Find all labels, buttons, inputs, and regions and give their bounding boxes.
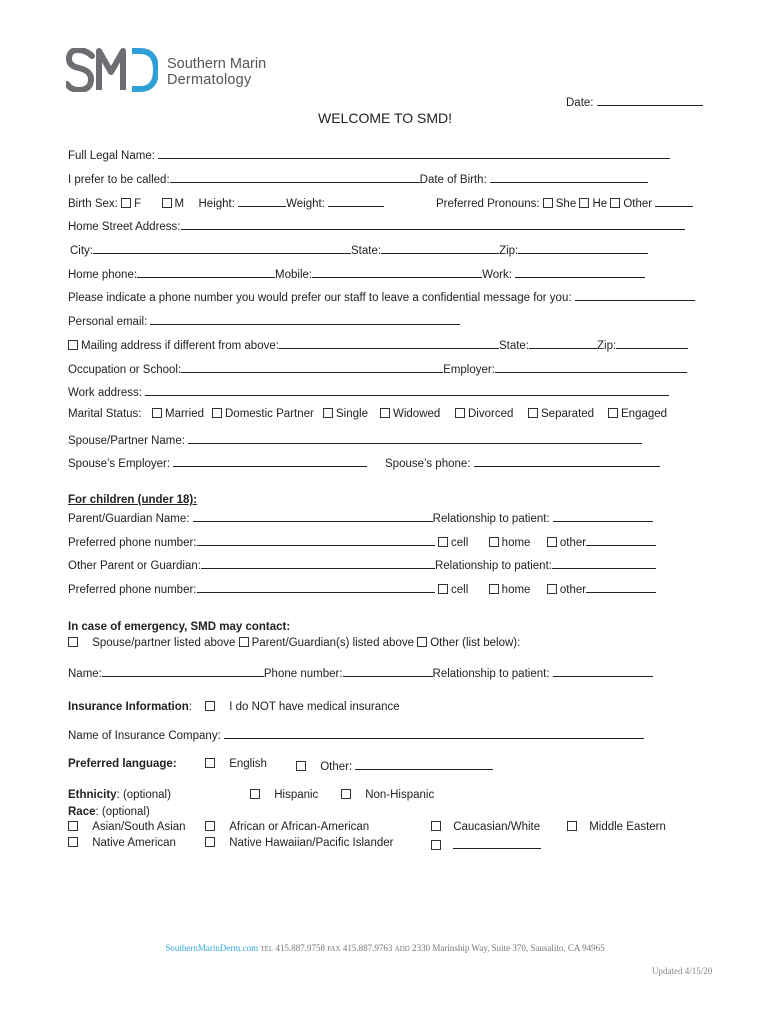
spouse-phone-group: [385, 455, 660, 470]
prefer-called-row: [68, 171, 648, 186]
occupation-row: [68, 361, 687, 376]
guardian-phone-input[interactable]: [197, 534, 435, 546]
other-parent-cell-label: cell: [451, 584, 469, 596]
brand-name-line2: Dermatology: [167, 72, 252, 88]
full-legal-name-input[interactable]: [158, 147, 670, 159]
work-phone-input[interactable]: [515, 266, 645, 278]
separated-label: Separated: [541, 408, 595, 420]
guardian-home-checkbox[interactable]: [489, 537, 499, 547]
middle-eastern-checkbox[interactable]: [567, 821, 577, 831]
emergency-phone-input[interactable]: [343, 665, 433, 677]
work-address-label: Work address:: [68, 387, 142, 399]
guardian-name-row: [68, 510, 653, 525]
emergency-name-input[interactable]: [102, 665, 264, 677]
personal-email-label: Personal email:: [68, 316, 148, 328]
personal-email-input[interactable]: [150, 313, 460, 325]
phones-row: [68, 266, 645, 281]
asian-label: Asian/South Asian: [92, 821, 186, 833]
pronoun-she-label: She: [555, 198, 577, 210]
insurance-row: [68, 701, 192, 713]
emergency-parent-checkbox[interactable]: [239, 637, 249, 647]
confidential-input[interactable]: [575, 289, 695, 301]
prefer-called-input[interactable]: [170, 171, 420, 183]
pronouns-group: [436, 195, 693, 210]
single-label: Single: [336, 408, 368, 420]
mailing-zip-label: Zip:: [597, 340, 617, 352]
confidential-row: [68, 289, 695, 304]
other-parent-cell-checkbox[interactable]: [438, 584, 448, 594]
pronouns-label: Preferred Pronouns:: [436, 198, 540, 210]
race-african-option: [205, 821, 369, 833]
no-insurance-option: [205, 701, 400, 713]
race-asian-option: [68, 821, 186, 833]
english-checkbox[interactable]: [205, 758, 215, 768]
mailing-input[interactable]: [279, 337, 499, 349]
native-american-checkbox[interactable]: [68, 837, 78, 847]
marital-domestic[interactable]: [212, 408, 314, 420]
zip-input[interactable]: [518, 242, 648, 254]
race-other-checkbox[interactable]: [431, 840, 441, 850]
footer-tel: 415.887.9758: [275, 943, 325, 953]
emergency-parent-label: Parent/Guardian(s) listed above: [251, 637, 414, 649]
african-label: African or African-American: [229, 821, 370, 833]
marital-divorced[interactable]: [455, 408, 513, 420]
marital-single[interactable]: [323, 408, 368, 420]
marital-married[interactable]: [152, 408, 204, 420]
no-insurance-checkbox[interactable]: [205, 701, 215, 711]
guardian-relationship-label: Relationship to patient:: [432, 513, 550, 525]
other-parent-phone-row: [68, 581, 435, 596]
race-middle-eastern-option: [567, 821, 666, 833]
marital-widowed[interactable]: [380, 408, 440, 420]
hispanic-option: [250, 789, 318, 801]
weight-label: Weight:: [286, 198, 325, 210]
emergency-spouse-label: Spouse/partner listed above: [92, 637, 236, 649]
full-legal-name-row: [68, 147, 670, 162]
date-input-line[interactable]: [597, 94, 703, 106]
spouse-employer-input[interactable]: [173, 455, 367, 467]
pacific-label: Native Hawaiian/Pacific Islander: [229, 837, 394, 849]
emergency-other-label: Other (list below):: [430, 637, 521, 649]
non-hispanic-checkbox[interactable]: [341, 789, 351, 799]
spouse-phone-label: Spouse’s phone:: [385, 458, 471, 470]
guardian-other-checkbox[interactable]: [547, 537, 557, 547]
no-insurance-label: I do NOT have medical insurance: [229, 701, 400, 713]
race-other-option: [431, 837, 541, 852]
guardian-name-label: Parent/Guardian Name:: [68, 513, 190, 525]
emergency-options: [68, 637, 520, 649]
emergency-other-checkbox[interactable]: [417, 637, 427, 647]
pronoun-she-checkbox[interactable]: [543, 198, 553, 208]
native-american-label: Native American: [92, 837, 176, 849]
pronoun-other-input[interactable]: [655, 195, 693, 207]
caucasian-checkbox[interactable]: [431, 821, 441, 831]
date-label: Date:: [566, 97, 594, 109]
race-heading: Race: [68, 806, 96, 818]
other-parent-home-label: home: [501, 584, 531, 596]
occupation-label: Occupation or School:: [68, 364, 182, 376]
pronoun-he-checkbox[interactable]: [579, 198, 589, 208]
other-parent-row: [68, 557, 656, 572]
pacific-checkbox[interactable]: [205, 837, 215, 847]
separated-checkbox[interactable]: [528, 408, 538, 418]
home-phone-input[interactable]: [137, 266, 275, 278]
confidential-label: Please indicate a phone number you would prefer our staff to leave a confidential message for you:: [68, 292, 572, 304]
race-pacific-option: [205, 837, 393, 849]
footer-website-link[interactable]: SouthernMarinDerm.com: [165, 943, 259, 953]
guardian-cell-checkbox[interactable]: [438, 537, 448, 547]
smd-logo-mark: [66, 48, 158, 92]
ethnicity-heading: Ethnicity: [68, 789, 117, 801]
mailing-label: Mailing address if different from above:: [81, 340, 279, 352]
city-input[interactable]: [93, 242, 351, 254]
guardian-other-input[interactable]: [586, 534, 656, 546]
hispanic-label: Hispanic: [274, 789, 319, 801]
spouse-employer-label: Spouse’s Employer:: [68, 458, 171, 470]
birth-sex-row: [68, 195, 384, 210]
sex-m-label: M: [174, 198, 185, 210]
other-parent-other-checkbox[interactable]: [547, 584, 557, 594]
footer-address: 2330 Marinship Way, Suite 370, Sausalito, CA 94965: [412, 943, 605, 953]
home-street-label: Home Street Address:: [68, 221, 181, 233]
widowed-checkbox[interactable]: [380, 408, 390, 418]
spouse-phone-input[interactable]: [474, 455, 660, 467]
language-other-input[interactable]: [355, 758, 493, 770]
insurance-company-input[interactable]: [224, 727, 644, 739]
mobile-label: Mobile:: [275, 269, 313, 281]
other-parent-home-checkbox[interactable]: [489, 584, 499, 594]
race-other-input[interactable]: [453, 837, 541, 849]
other-parent-input[interactable]: [201, 557, 435, 569]
insurance-company-label: Name of Insurance Company:: [68, 730, 221, 742]
mailing-checkbox[interactable]: [68, 340, 78, 350]
emergency-heading: In case of emergency, SMD may contact:: [68, 621, 291, 633]
domestic-checkbox[interactable]: [212, 408, 222, 418]
other-parent-phone-types: [438, 581, 656, 596]
guardian-relationship-input[interactable]: [553, 510, 653, 522]
guardian-cell-label: cell: [451, 537, 469, 549]
sex-f-label: F: [134, 198, 142, 210]
other-parent-phone-label: Preferred phone number:: [68, 584, 197, 596]
emergency-phone-label: Phone number:: [263, 668, 343, 680]
brand-name-line1: Southern Marin: [167, 56, 267, 72]
asian-checkbox[interactable]: [68, 821, 78, 831]
footer: [0, 943, 770, 953]
guardian-other-label: other: [559, 537, 587, 549]
dob-label: Date of Birth:: [419, 174, 487, 186]
engaged-checkbox[interactable]: [608, 408, 618, 418]
mailing-state-input[interactable]: [529, 337, 597, 349]
guardian-phone-row: [68, 534, 435, 549]
caucasian-label: Caucasian/White: [453, 821, 541, 833]
race-row: [68, 806, 150, 818]
height-label: Height:: [198, 198, 235, 210]
hispanic-checkbox[interactable]: [250, 789, 260, 799]
dob-input[interactable]: [490, 171, 648, 183]
work-address-row: [68, 384, 669, 399]
divorced-checkbox[interactable]: [455, 408, 465, 418]
language-other-label: Other:: [320, 761, 353, 773]
work-phone-label: Work:: [482, 269, 512, 281]
other-parent-other-label: other: [559, 584, 587, 596]
prefer-called-label: I prefer to be called:: [68, 174, 170, 186]
form-title: WELCOME TO SMD!: [318, 110, 453, 126]
non-hispanic-option: [341, 789, 434, 801]
ethnicity-optional: : (optional): [116, 789, 171, 801]
divorced-label: Divorced: [468, 408, 514, 420]
spouse-name-row: [68, 432, 642, 447]
pronoun-other-label: Other: [623, 198, 653, 210]
footer-add-label: ADD: [394, 945, 410, 953]
middle-eastern-label: Middle Eastern: [589, 821, 666, 833]
home-phone-label: Home phone:: [68, 269, 138, 281]
other-parent-other-input[interactable]: [586, 581, 656, 593]
language-heading: Preferred language:: [68, 758, 177, 770]
updated-date: Updated 4/15/20: [652, 966, 713, 976]
english-label: English: [229, 758, 267, 770]
insurance-company-row: [68, 727, 644, 742]
full-legal-name-label: Full Legal Name:: [68, 150, 155, 162]
widowed-label: Widowed: [393, 408, 441, 420]
domestic-label: Domestic Partner: [225, 408, 314, 420]
guardian-home-label: home: [501, 537, 531, 549]
non-hispanic-label: Non-Hispanic: [365, 789, 435, 801]
race-optional: : (optional): [95, 806, 150, 818]
single-checkbox[interactable]: [323, 408, 333, 418]
height-input[interactable]: [238, 195, 286, 207]
employer-label: Employer:: [443, 364, 495, 376]
children-heading: For children (under 18):: [68, 494, 198, 506]
sex-m-checkbox[interactable]: [162, 198, 172, 208]
emergency-contact-row: [68, 665, 653, 680]
weight-input[interactable]: [328, 195, 384, 207]
marital-engaged[interactable]: [608, 408, 667, 420]
city-label: City:: [70, 245, 93, 257]
language-other-option: [296, 758, 493, 773]
mailing-row: [68, 337, 688, 352]
ethnicity-row: [68, 789, 171, 801]
emergency-name-label: Name:: [68, 668, 102, 680]
email-row: [68, 313, 460, 328]
mailing-zip-input[interactable]: [616, 337, 688, 349]
language-english-option: [205, 758, 267, 770]
marital-label: Marital Status:: [68, 408, 142, 420]
married-checkbox[interactable]: [152, 408, 162, 418]
other-parent-phone-input[interactable]: [197, 581, 435, 593]
home-street-row: [68, 218, 685, 233]
other-parent-relationship-input[interactable]: [552, 557, 656, 569]
spouse-name-label: Spouse/Partner Name:: [68, 435, 185, 447]
other-parent-label: Other Parent or Guardian:: [68, 560, 201, 572]
language-other-checkbox[interactable]: [296, 761, 306, 771]
emergency-relationship-input[interactable]: [553, 665, 653, 677]
occupation-input[interactable]: [181, 361, 443, 373]
mailing-state-label: State:: [498, 340, 530, 352]
home-street-input[interactable]: [181, 218, 685, 230]
insurance-heading: Insurance Information: [68, 701, 189, 713]
married-label: Married: [165, 408, 204, 420]
pronoun-other-checkbox[interactable]: [610, 198, 620, 208]
spouse-name-input[interactable]: [188, 432, 642, 444]
marital-separated[interactable]: [528, 408, 594, 420]
guardian-phone-label: Preferred phone number:: [68, 537, 197, 549]
city-row: [70, 242, 648, 257]
state-label: State:: [351, 245, 382, 257]
state-input[interactable]: [381, 242, 499, 254]
race-native-american-option: [68, 837, 176, 849]
emergency-spouse-checkbox[interactable]: [68, 637, 78, 647]
spouse-employer-row: [68, 455, 367, 470]
other-parent-relationship-label: Relationship to patient:: [434, 560, 552, 572]
sex-f-checkbox[interactable]: [121, 198, 131, 208]
race-caucasian-option: [431, 821, 540, 833]
guardian-phone-types: [438, 534, 656, 549]
footer-tel-label: TEL: [260, 945, 274, 953]
employer-input[interactable]: [495, 361, 687, 373]
pronoun-he-label: He: [592, 198, 608, 210]
zip-label: Zip:: [499, 245, 519, 257]
emergency-relationship-label: Relationship to patient:: [432, 668, 550, 680]
date-field: [566, 94, 703, 109]
insurance-colon: :: [188, 701, 192, 713]
mobile-input[interactable]: [312, 266, 482, 278]
footer-fax-label: FAX: [327, 945, 341, 953]
african-checkbox[interactable]: [205, 821, 215, 831]
birth-sex-label: Birth Sex:: [68, 198, 118, 210]
engaged-label: Engaged: [621, 408, 668, 420]
guardian-name-input[interactable]: [193, 510, 433, 522]
footer-fax: 415.887.9763: [342, 943, 393, 953]
work-address-input[interactable]: [145, 384, 669, 396]
